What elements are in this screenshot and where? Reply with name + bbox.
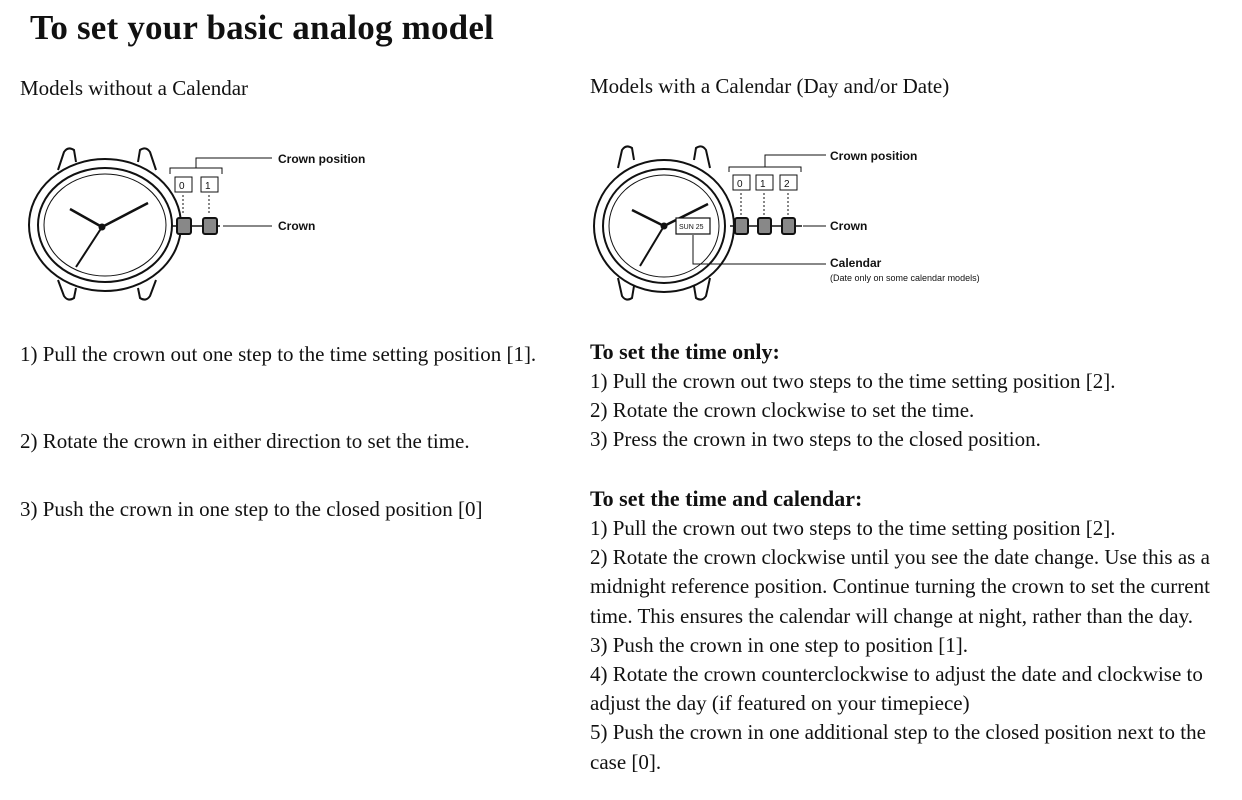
step-1: 1) Pull the crown out two steps to the time setting position [2]. xyxy=(590,516,1116,540)
step-2: 2) Rotate the crown clockwise until you see the date change. Use this as a midnight reference position. Continue turning the crown to set the current time. This ensures the calendar will change at night, rather than the day. xyxy=(590,545,1210,628)
calendar-label: Calendar xyxy=(830,256,882,270)
step-3: 3) Push the crown in one step to position [1]. xyxy=(590,632,968,657)
crown-position-1: 1 xyxy=(760,179,766,190)
page-title: To set your basic analog model xyxy=(30,8,494,47)
crown-position-2: 2 xyxy=(784,179,790,190)
heading-models-with-calendar: Models with a Calendar (Day and/or Date) xyxy=(590,74,950,98)
step-5: 5) Push the crown in one additional step to the closed position next to the case [0]. xyxy=(590,720,1206,774)
step-2: 2) Rotate the crown in either direction to set the time. xyxy=(20,429,470,453)
section-time-and-calendar xyxy=(590,484,1220,777)
watch-illustration-calendar xyxy=(594,146,826,299)
step-3: 3) Push the crown in one step to the closed position [0] xyxy=(20,497,483,521)
heading-models-without-calendar: Models without a Calendar xyxy=(20,76,249,100)
watch-diagram-with-calendar xyxy=(590,138,1090,313)
step-3: 3) Press the crown in two steps to the closed position. xyxy=(590,427,1041,452)
crown-position-label: Crown position xyxy=(830,149,918,163)
crown-position-1: 1 xyxy=(205,181,211,192)
crown-position-0: 0 xyxy=(737,179,743,190)
step-4: 4) Rotate the crown counterclockwise to adjust the date and clockwise to adjust the day (if featured on your timepiece) xyxy=(590,662,1203,716)
calendar-window-text: SUN 25 xyxy=(679,224,704,231)
step-1: 1) Pull the crown out two steps to the time setting position [2]. xyxy=(590,369,1116,393)
section-time-only xyxy=(590,337,1220,455)
section-heading-time-only: To set the time only: xyxy=(590,339,780,364)
crown-position-label: Crown position xyxy=(278,152,366,166)
step-1: 1) Pull the crown out one step to the time setting position [1]. xyxy=(20,342,537,366)
step-2: 2) Rotate the crown clockwise to set the time. xyxy=(590,398,975,423)
crown-position-0: 0 xyxy=(179,181,185,192)
crown-label: Crown xyxy=(830,219,868,233)
crown-label: Crown xyxy=(278,219,316,233)
section-heading-time-and-calendar: To set the time and calendar: xyxy=(590,486,863,511)
watch-diagram-no-calendar xyxy=(20,140,420,310)
calendar-note: (Date only on some calendar models) xyxy=(830,273,980,283)
watch-illustration xyxy=(29,148,272,299)
